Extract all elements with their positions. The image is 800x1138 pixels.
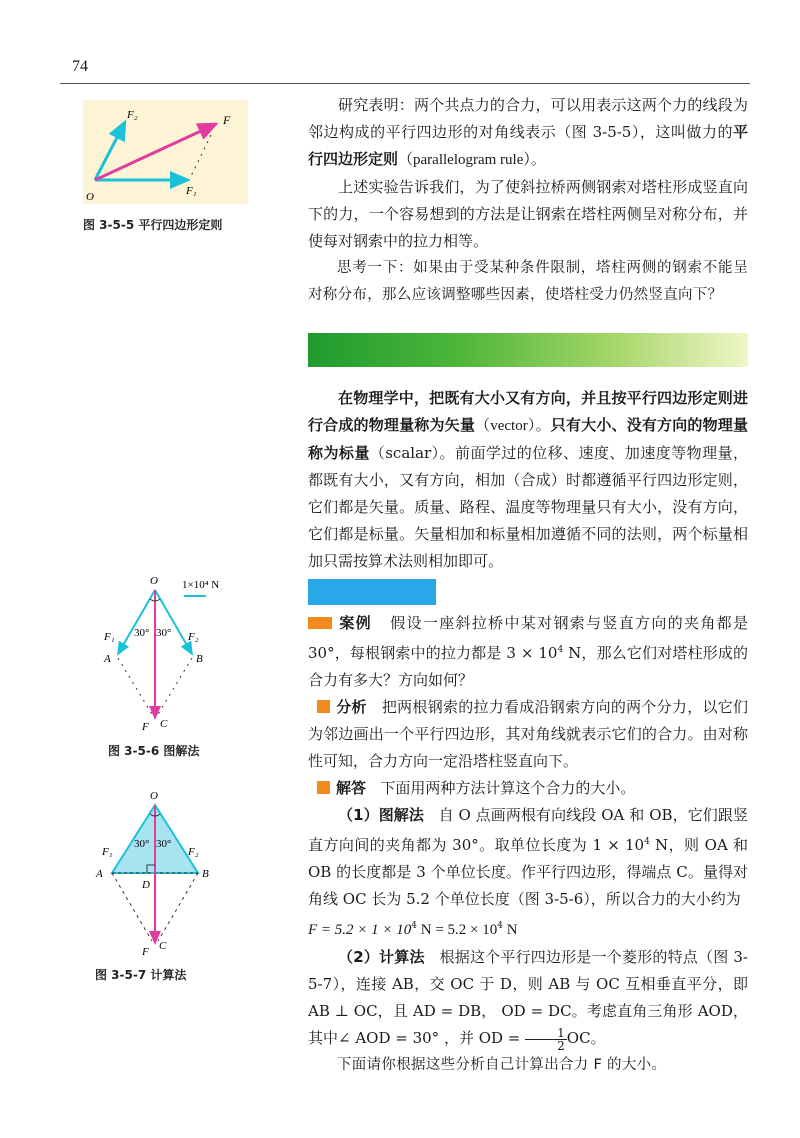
graphical-method-diagram [98,572,228,734]
section-header-bar-green [308,333,748,367]
label-d: D [142,879,150,891]
label-c: C [160,718,168,730]
figure-graphical-method [98,572,228,734]
figure-calculation-method [92,787,222,957]
label-f1: F₁ [104,631,115,643]
section-parallelogram-rule [308,92,748,309]
paragraph-experiment: 上述实验告诉我们，为了使斜拉桥两侧钢索对塔柱形成竖直向下的力，一个容易想到的方法是让钢索在塔柱两侧呈对称分布，并使每对钢索中的拉力相等。 [308,178,748,250]
angle-right: 30° [156,838,172,850]
paragraph-think: 思考一下：如果由于受某种条件限制，塔柱两侧的钢索不能呈对称分布，那么应该调整哪些因素，使塔柱受力仍然竖直向下？ [308,260,748,303]
parallelogram-diagram [83,100,248,204]
header-rule [60,83,750,84]
scale-label: 1×10⁴ N [182,579,220,591]
caption-fig-3-5-5: 图 3-5-5 平行四边形定则 [83,218,223,232]
label-o: O [150,790,158,802]
section-example [308,610,748,1079]
analysis-marker-icon [317,700,330,713]
caption-fig-3-5-6: 图 3-5-6 图解法 [108,744,200,758]
label-f2: F₂ [127,109,138,121]
paragraph-case: 案例 假设一座斜拉桥中某对钢索与竖直方向的夹角都是 30°，每根钢索中的拉力都是 $3 \times 10^4$ N，那么它们对塔柱形成的合力有多大？方向如何？ [308,614,748,689]
paragraph-method-1: （1）图解法 自 O 点画两根有向线段 OA 和 OB，它们跟竖直方向间的夹角都为 30°。取单位长度为 $1 \times 10^4$ N，则 OA 和 OB 的长度都是 3 个单位长度。作平行四边形，得端点 C。量得对角线 OC 长为 5.2 个单位长度（图 3-5-6），所以合力的大小约为 [308,806,748,908]
paragraph-final: 下面请你根据这些分析自己计算出合力 F 的大小。 [337,1057,667,1073]
page-number: 74 [72,58,88,75]
angle-left: 30° [134,627,150,639]
calculation-method-diagram [92,787,222,957]
label-f1: F₁ [102,846,113,858]
paragraph-analysis: 分析 把两根钢索的拉力看成沿钢索方向的两个分力，以它们为邻边画出一个平行四边形，其对角线就表示它们的合力。由对称性可知，合力方向一定沿塔柱竖直向下。 [308,698,748,770]
figure-parallelogram-rule [83,100,248,204]
equation-result: $F = 5.2 \times 1 \times 10^4$ $N = 5.2 \times 10^4$ N [308,921,518,938]
label-c: C [159,940,167,952]
section-header-bar-blue [308,579,436,605]
section-vector-scalar [308,385,748,575]
label-f: F [223,113,231,127]
label-f2: F₂ [188,631,199,643]
angle-left: 30° [134,838,150,850]
label-f1: F₁ [186,185,197,197]
paragraph-method-2: （2）计算法 根据这个平行四边形是一个菱形的特点（图 3-5-7），连接 AB，交 OC 于 D，则 AB 与 OC 互相垂直平分，即 AB ⊥ OC，且 AD = DB， OD = DC。考虑直角三角形 AOD，其中∠ AOD = 30° ，并 OD = $\frac{1}{2}$ OC。 [308,948,748,1053]
caption-fig-3-5-7: 图 3-5-7 计算法 [95,968,187,982]
paragraph-answer: 解答 下面用两种方法计算这个合力的大小。 [308,775,748,802]
angle-right: 30° [156,627,172,639]
label-b: B [196,653,203,665]
paragraph-vector-definition: 在物理学中，把既有大小又有方向，并且按平行四边形定则进行合成的物理量称为矢量（vector）。只有大小、没有方向的物理量称为标量（scalar）。前面学过的位移、速度、加速度等物理量，都既有大小，又有方向，相加（合成）时都遵循平行四边形定则，它们都是矢量。质量、路程、温度等物理量只有大小，没有方向，它们都是标量。矢量相加和标量相加遵循不同的法则，两个标量相加只需按算术法则相加即可。 [308,389,748,570]
label-o: O [86,191,94,203]
label-b: B [202,868,209,880]
label-a: A [104,653,111,665]
fraction-one-half: $\frac{1}{2}$ [525,1027,567,1052]
case-marker-icon [308,617,332,629]
paragraph-research: 研究表明：两个共点力的合力，可以用表示这两个力的线段为邻边构成的平行四边形的对角线表示（图 3-5-5），这叫做力的平行四边形定则（parallelogram rule）。 [308,96,748,168]
label-f: F [142,946,149,957]
label-a: A [96,868,103,880]
answer-marker-icon [317,781,330,794]
label-f2: F₂ [188,846,199,858]
label-o: O [150,575,158,587]
label-f: F [142,721,149,733]
